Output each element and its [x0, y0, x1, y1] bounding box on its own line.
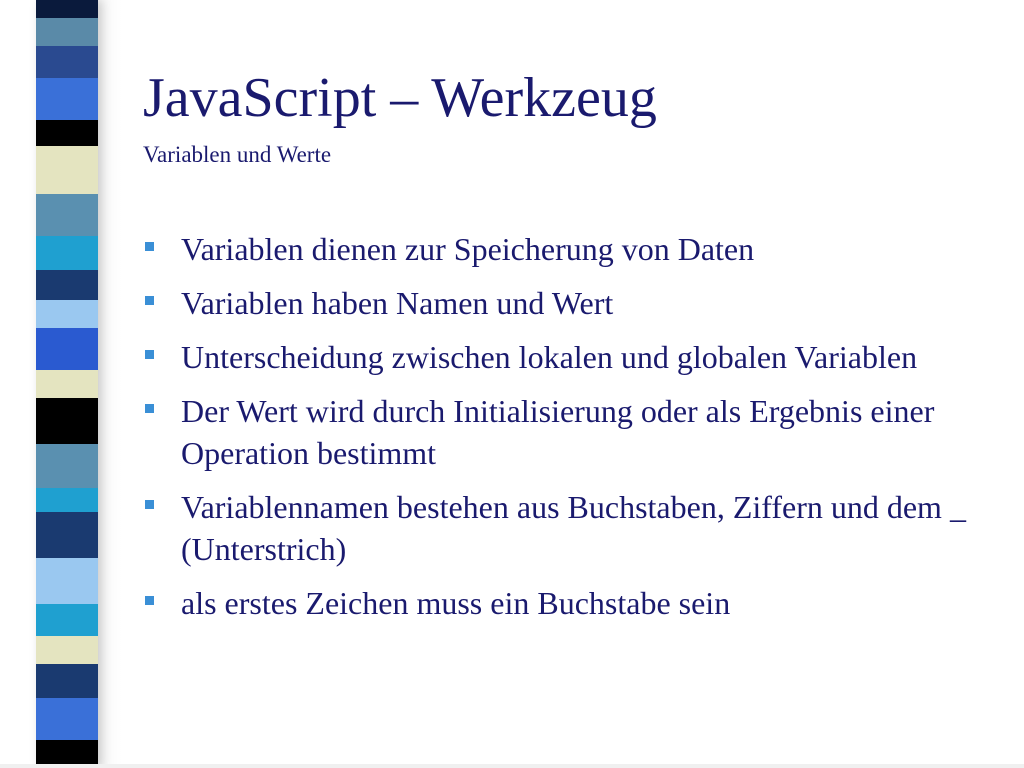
- bullet-item: [140, 486, 1000, 570]
- stripe: [36, 444, 98, 488]
- square-bullet-icon: [145, 404, 154, 413]
- square-bullet-icon: [145, 350, 154, 359]
- stripe: [36, 398, 98, 444]
- square-bullet-icon: [145, 296, 154, 305]
- bullet-item: [140, 282, 1000, 324]
- stripe: [36, 0, 98, 18]
- stripe: [36, 194, 98, 236]
- stripe: [36, 558, 98, 604]
- stripe: [36, 120, 98, 146]
- stripe: [36, 300, 98, 328]
- bottom-border: [0, 764, 1024, 768]
- bullet-text: Unterscheidung zwischen lokalen und globalen Variablen: [181, 339, 918, 375]
- bullet-item: [140, 582, 1000, 624]
- stripe: [36, 18, 98, 46]
- stripe: [36, 146, 98, 194]
- square-bullet-icon: [145, 596, 154, 605]
- decorative-stripe-band: [36, 0, 98, 768]
- slide-subtitle: Variablen und Werte: [143, 142, 332, 167]
- stripe: [36, 46, 98, 78]
- stripe: [36, 604, 98, 636]
- stripe: [36, 488, 98, 512]
- stripe: [36, 370, 98, 398]
- stripe: [36, 236, 98, 270]
- bullet-item: [140, 390, 1000, 474]
- square-bullet-icon: [145, 242, 154, 251]
- bullet-list: [140, 228, 1000, 636]
- stripe: [36, 698, 98, 740]
- stripe: [36, 512, 98, 558]
- bullet-item: [140, 228, 1000, 270]
- bullet-item: [140, 336, 1000, 378]
- square-bullet-icon: [145, 500, 154, 509]
- stripe: [36, 270, 98, 300]
- stripe: [36, 664, 98, 698]
- bullet-text: Der Wert wird durch Initialisierung oder als Ergebnis einer Operation bestimmt: [181, 393, 935, 471]
- bullet-text: Variablennamen bestehen aus Buchstaben, Ziffern und dem _ (Unterstrich): [181, 489, 966, 567]
- stripe: [36, 328, 98, 370]
- stripe: [36, 78, 98, 120]
- stripe: [36, 636, 98, 664]
- slide-title: JavaScript – Werkzeug: [143, 67, 657, 129]
- bullet-text: Variablen haben Namen und Wert: [181, 285, 614, 321]
- bullet-text: als erstes Zeichen muss ein Buchstabe sein: [181, 585, 731, 621]
- bullet-text: Variablen dienen zur Speicherung von Daten: [181, 231, 755, 267]
